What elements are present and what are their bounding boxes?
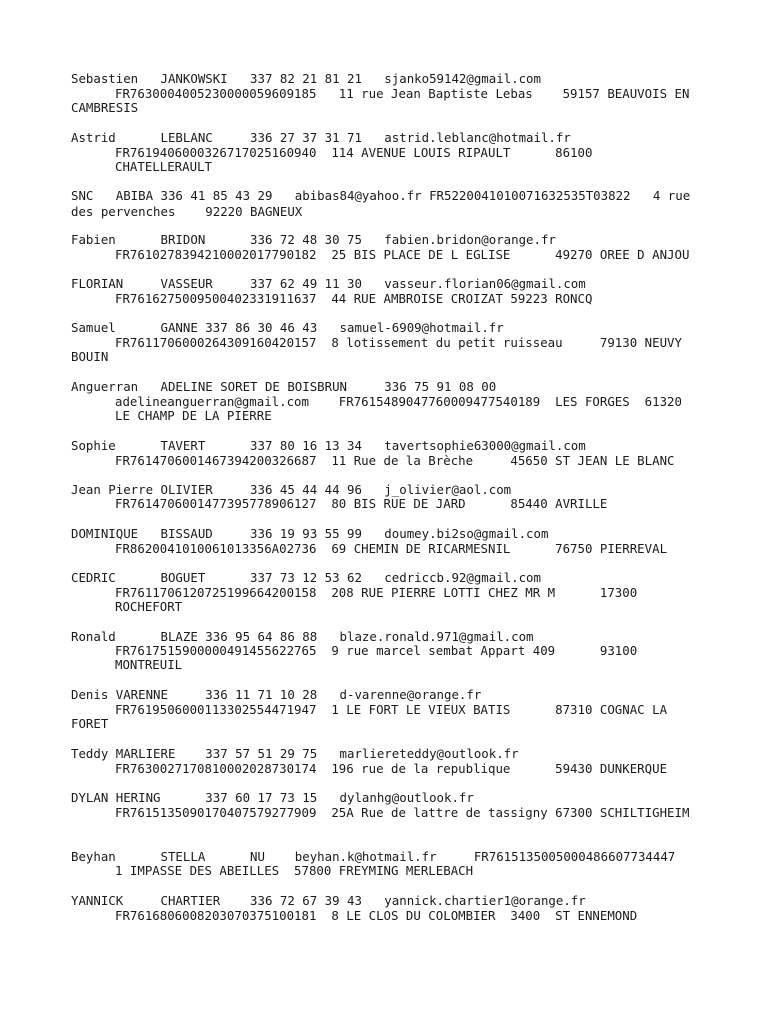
record-line: LE CHAMP DE LA PIERRE [115, 409, 272, 423]
record-line: FR7616806008203070375100181 8 LE CLOS DU COLOMBIER 3400 ST ENNEMOND [115, 909, 638, 923]
record-line: DOMINIQUE BISSAUD 336 19 93 55 99 doumey.bi2so@gmail.com [71, 527, 549, 541]
record-line: SNC ABIBA 336 41 85 43 29 abibas84@yahoo.fr FR5220041010071632535T03822 4 rue [71, 189, 691, 203]
record-line: FLORIAN VASSEUR 337 62 49 11 30 vasseur.florian06@gmail.com [71, 277, 586, 291]
record-line: adelineanguerran@gmail.com FR7615489047760009477540189 LES FORGES 61320 [115, 395, 682, 409]
record-line: FR7630027170810002028730174 196 rue de la republique 59430 DUNKERQUE [115, 762, 668, 776]
record-line: FR7616275009500402331911637 44 RUE AMBROISE CROIZAT 59223 RONCQ [115, 292, 593, 306]
record-line: Astrid LEBLANC 336 27 37 31 71 astrid.leblanc@hotmail.fr [71, 131, 571, 145]
record-line: MONTREUIL [115, 658, 183, 672]
record-line: 1 IMPASSE DES ABEILLES 57800 FREYMING MERLEBACH [115, 864, 474, 878]
record-line: Sebastien JANKOWSKI 337 82 21 81 21 sjanko59142@gmail.com [71, 72, 541, 86]
record-line: Sophie TAVERT 337 80 16 13 34 tavertsophie63000@gmail.com [71, 439, 586, 453]
record-line: FR7619506000113302554471947 1 LE FORT LE VIEUX BATIS 87310 COGNAC LA [115, 703, 668, 717]
record-line: FR7615135090170407579277909 25A Rue de lattre de tassigny 67300 SCHILTIGHEIM [115, 806, 690, 820]
record-line: FORET [71, 717, 109, 731]
record-line: FR7619406000326717025160940 114 AVENUE LOUIS RIPAULT 86100 [115, 146, 593, 160]
record-line: Teddy MARLIERE 337 57 51 29 75 marliereteddy@outlook.fr [71, 747, 519, 761]
record-line: Anguerran ADELINE SORET DE BOISBRUN 336 75 91 08 00 [71, 380, 497, 394]
record-line: DYLAN HERING 337 60 17 73 15 dylanhg@outlook.fr [71, 791, 474, 805]
record-line: FR7614706001467394200326687 11 Rue de la Brèche 45650 ST JEAN LE BLANC [115, 454, 675, 468]
record-line: FR7611706120725199664200158 208 RUE PIERRE LOTTI CHEZ MR M 17300 [115, 586, 638, 600]
record-line: CEDRIC BOGUET 337 73 12 53 62 cedriccb.92@gmail.com [71, 571, 541, 585]
record-line: YANNICK CHARTIER 336 72 67 39 43 yannick.chartier1@orange.fr [71, 894, 586, 908]
record-line: Denis VARENNE 336 11 71 10 28 d-varenne@orange.fr [71, 688, 482, 702]
record-line: Fabien BRIDON 336 72 48 30 75 fabien.bridon@orange.fr [71, 233, 556, 247]
record-line: FR7614706001477395778906127 80 BIS RUE DE JARD 85440 AVRILLE [115, 497, 608, 511]
record-line: FR7611706000264309160420157 8 lotissement du petit ruisseau 79130 NEUVY [115, 336, 682, 350]
record-line: CHATELLERAULT [115, 160, 212, 174]
record-line: Samuel GANNE 337 86 30 46 43 samuel-6909@hotmail.fr [71, 321, 504, 335]
record-line: Beyhan STELLA NU beyhan.k@hotmail.fr FR7615135005000486607734447 [71, 850, 676, 864]
record-line: FR7610278394210002017790182 25 BIS PLACE DE L EGLISE 49270 OREE D ANJOU [115, 248, 690, 262]
record-line: Jean Pierre OLIVIER 336 45 44 44 96 j_olivier@aol.com [71, 483, 512, 497]
record-line: Ronald BLAZE 336 95 64 86 88 blaze.ronald.971@gmail.com [71, 630, 534, 644]
record-line: FR7617515900000491455622765 9 rue marcel sembat Appart 409 93100 [115, 644, 638, 658]
record-line: FR8620041010061013356A02736 69 CHEMIN DE RICARMESNIL 76750 PIERREVAL [115, 542, 668, 556]
record-line: des pervenches 92220 BAGNEUX [71, 205, 303, 219]
record-line: ROCHEFORT [115, 600, 183, 614]
record-line: BOUIN [71, 350, 109, 364]
record-line: FR7630004005230000059609185 11 rue Jean Baptiste Lebas 59157 BEAUVOIS EN [115, 87, 690, 101]
record-line: CAMBRESIS [71, 101, 139, 115]
